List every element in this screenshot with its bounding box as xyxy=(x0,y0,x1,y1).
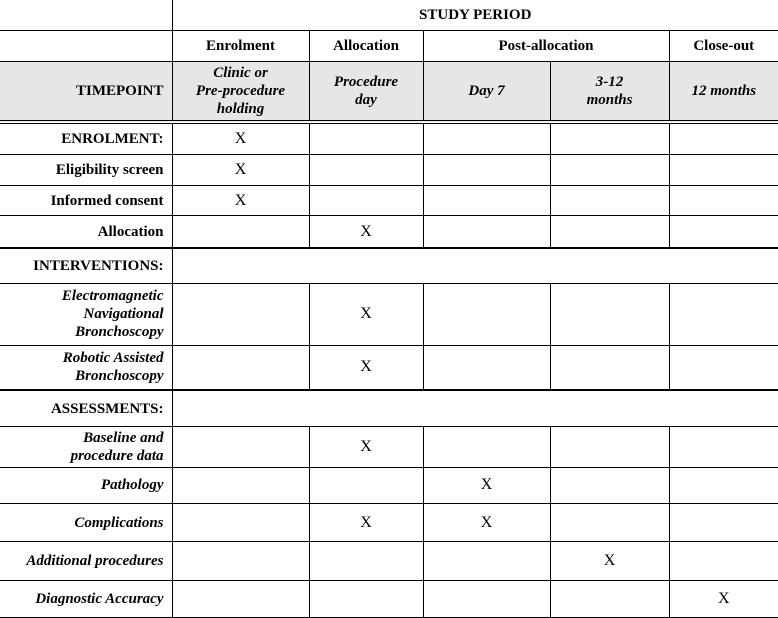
phase-allocation: Allocation xyxy=(309,30,423,61)
empty-cell xyxy=(669,154,778,185)
empty-cell xyxy=(550,122,669,154)
x-mark: X xyxy=(480,476,493,494)
section-spacer xyxy=(172,390,778,426)
x-mark: X xyxy=(360,358,372,376)
empty-cell xyxy=(550,503,669,541)
section-title: ENROLMENT: xyxy=(0,122,172,154)
text-line: 12 months xyxy=(691,83,757,100)
text-line: Day 7 xyxy=(468,83,505,100)
x-mark: X xyxy=(234,160,247,178)
empty-cell xyxy=(669,283,778,345)
empty-cell xyxy=(172,216,309,248)
empty-cell xyxy=(309,580,423,617)
empty-cell xyxy=(172,467,309,503)
empty-cell xyxy=(423,122,550,154)
text-line: Allocation xyxy=(97,223,164,240)
row-label xyxy=(0,542,172,580)
x-mark-cell xyxy=(172,186,309,216)
timepoint-label: TIMEPOINT xyxy=(0,62,172,123)
text-line: Bronchoscopy xyxy=(75,324,164,341)
x-mark-cell xyxy=(669,580,778,617)
x-mark: X xyxy=(234,129,247,147)
x-mark-cell xyxy=(550,542,669,580)
empty-cell xyxy=(172,580,309,617)
row-label xyxy=(0,345,172,390)
empty-cell xyxy=(423,542,550,580)
empty-cell xyxy=(423,283,550,345)
text-line: Procedure xyxy=(333,74,399,91)
empty-cell xyxy=(309,122,423,154)
timepoint-header xyxy=(309,62,423,123)
text-line: day xyxy=(355,92,377,109)
text-line: Clinic or xyxy=(213,65,268,82)
text-line: Additional procedures xyxy=(26,552,164,569)
text-line: procedure data xyxy=(70,447,164,464)
empty-cell xyxy=(550,467,669,503)
empty-cell xyxy=(669,216,778,248)
empty-cell xyxy=(550,580,669,617)
empty-cell xyxy=(669,542,778,580)
x-mark: X xyxy=(717,589,730,607)
empty-cell xyxy=(172,542,309,580)
empty-cell xyxy=(669,467,778,503)
empty-cell xyxy=(669,122,778,154)
text-line: Pre-procedure xyxy=(195,83,286,100)
row-label xyxy=(0,154,172,185)
x-mark-cell xyxy=(309,503,423,541)
text-line: Robotic Assisted xyxy=(62,350,164,367)
x-mark: X xyxy=(480,513,493,531)
text-line: Eligibility screen xyxy=(55,161,164,178)
x-mark-cell xyxy=(309,345,423,390)
empty-cell xyxy=(669,186,778,216)
empty-cell xyxy=(423,186,550,216)
row-label xyxy=(0,216,172,248)
text-line: Complications xyxy=(74,514,164,531)
empty-cell xyxy=(423,345,550,390)
empty-cell xyxy=(172,503,309,541)
empty-cell xyxy=(423,216,550,248)
x-mark-cell xyxy=(423,467,550,503)
text-line: Diagnostic Accuracy xyxy=(35,590,164,607)
empty-cell xyxy=(423,154,550,185)
timepoint-header xyxy=(423,62,550,123)
phase-enrolment: Enrolment xyxy=(172,30,309,61)
empty-cell xyxy=(309,186,423,216)
phase-post-allocation: Post-allocation xyxy=(423,30,669,61)
empty-cell xyxy=(550,345,669,390)
x-mark-cell xyxy=(172,122,309,154)
phase-close-out: Close-out xyxy=(669,30,778,61)
section-title: INTERVENTIONS: xyxy=(0,248,172,283)
x-mark: X xyxy=(603,551,616,569)
timepoint-header xyxy=(172,62,309,123)
x-mark: X xyxy=(234,191,247,209)
x-mark-cell xyxy=(309,427,423,467)
x-mark-cell xyxy=(309,216,423,248)
empty-cell xyxy=(550,427,669,467)
empty-cell xyxy=(309,154,423,185)
empty-cell xyxy=(550,154,669,185)
text-line: 3-12 xyxy=(595,74,624,91)
x-mark: X xyxy=(360,437,372,455)
empty-cell xyxy=(309,467,423,503)
empty-cell xyxy=(423,580,550,617)
row-label xyxy=(0,427,172,467)
x-mark-cell xyxy=(172,154,309,185)
row-label xyxy=(0,283,172,345)
empty-cell xyxy=(669,503,778,541)
corner-cell xyxy=(0,30,172,61)
empty-cell xyxy=(669,427,778,467)
text-line: months xyxy=(586,92,633,109)
x-mark: X xyxy=(360,305,372,323)
x-mark: X xyxy=(360,513,372,531)
empty-cell xyxy=(550,216,669,248)
empty-cell xyxy=(423,427,550,467)
timepoint-header xyxy=(669,62,778,123)
x-mark: X xyxy=(360,222,372,240)
text-line: Bronchoscopy xyxy=(75,368,164,385)
empty-cell xyxy=(550,283,669,345)
text-line: holding xyxy=(216,101,265,118)
row-label xyxy=(0,503,172,541)
text-line: Navigational xyxy=(83,306,164,323)
study-period-header: STUDY PERIOD xyxy=(172,0,778,30)
timepoint-header xyxy=(550,62,669,123)
text-line: Electromagnetic xyxy=(61,288,164,305)
x-mark-cell xyxy=(423,503,550,541)
section-title: ASSESSMENTS: xyxy=(0,390,172,426)
empty-cell xyxy=(550,186,669,216)
x-mark-cell xyxy=(309,283,423,345)
empty-cell xyxy=(172,283,309,345)
corner-cell xyxy=(0,0,172,30)
text-line: Baseline and xyxy=(83,429,164,446)
empty-cell xyxy=(309,542,423,580)
row-label xyxy=(0,467,172,503)
text-line: Informed consent xyxy=(50,192,164,209)
row-label xyxy=(0,186,172,216)
empty-cell xyxy=(172,427,309,467)
section-spacer xyxy=(172,248,778,283)
text-line: Pathology xyxy=(101,477,164,494)
row-label xyxy=(0,580,172,617)
empty-cell xyxy=(172,345,309,390)
empty-cell xyxy=(669,345,778,390)
